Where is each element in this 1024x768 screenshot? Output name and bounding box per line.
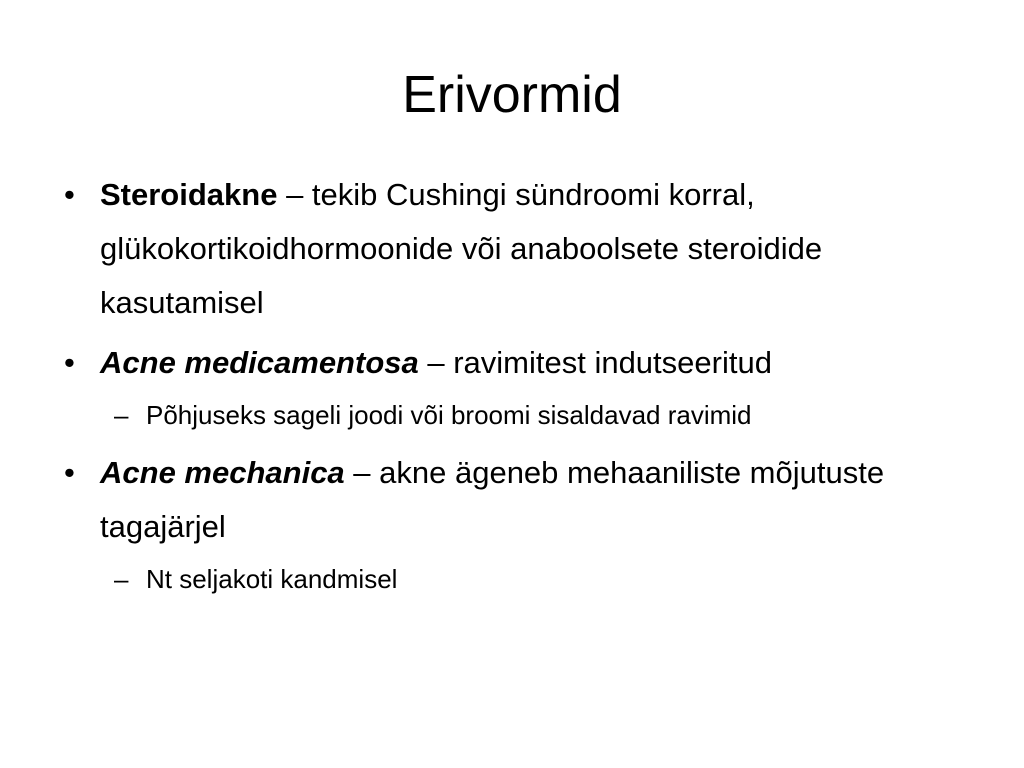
bullet-icon: • — [64, 345, 75, 380]
sub-item-text: Põhjuseks sageli joodi või broomi sisaldavad ravimid — [146, 400, 752, 430]
bullet-text: – tekib Cushingi sündroomi korral, glükokortikoidhormoonide või anaboolsete steroidide kasutamisel — [100, 177, 823, 320]
bullet-term: Acne mechanica — [100, 455, 345, 490]
dash-icon: – — [114, 564, 129, 594]
slide-title: Erivormid — [402, 66, 622, 124]
slide-body — [60, 168, 960, 610]
bullet-item-acne-medicamentosa — [60, 336, 800, 390]
bullet-term: Steroidakne — [100, 177, 278, 212]
bullet-item-steroidakne — [60, 168, 900, 330]
dash-icon: – — [114, 400, 129, 430]
bullet-icon: • — [64, 177, 75, 212]
bullet-text: – ravimitest indutseeritud — [418, 345, 772, 380]
bullet-term: Acne medicamentosa — [100, 345, 419, 380]
bullet-text: – akne ägeneb mehaaniliste mõjutuste tagajärjel — [100, 455, 885, 544]
bullet-item-acne-mechanica — [60, 446, 980, 554]
sub-item-medicamentosa — [60, 394, 886, 436]
sub-item-text: Nt seljakoti kandmisel — [146, 564, 398, 594]
sub-item-mechanica — [60, 558, 886, 600]
bullet-icon: • — [64, 455, 75, 490]
